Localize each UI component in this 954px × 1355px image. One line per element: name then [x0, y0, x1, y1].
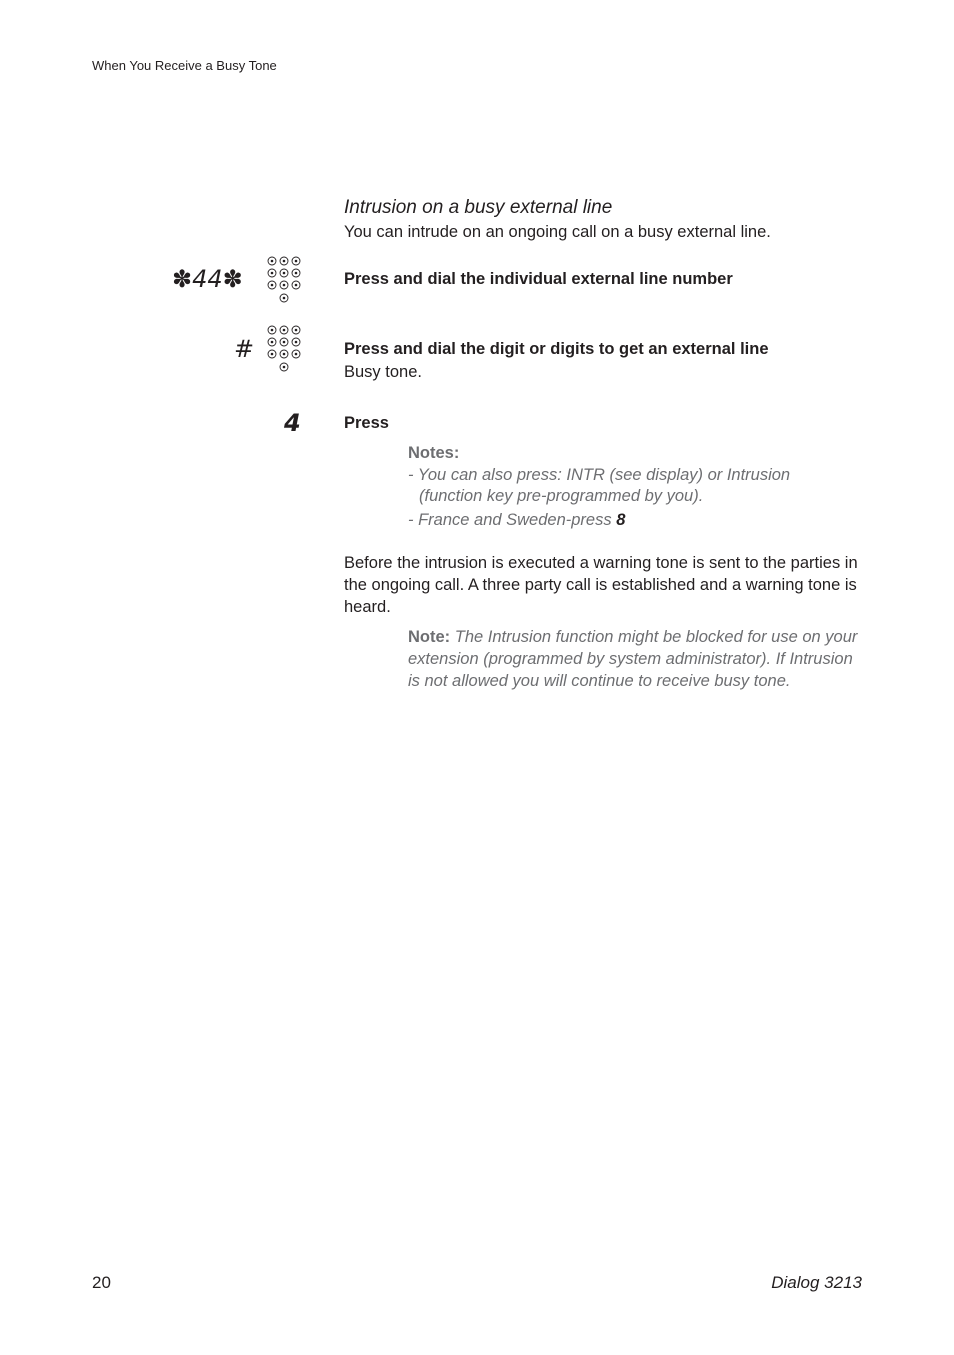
- note-line-1: - You can also press: INTR (see display) or Intrusion: [408, 466, 791, 484]
- section-title: Intrusion on a busy external line: [344, 197, 613, 218]
- product-name: Dialog 3213: [771, 1273, 862, 1292]
- page-number: 20: [92, 1273, 111, 1292]
- step3-instruction: Press: [344, 414, 389, 432]
- star-44-star-keys: ✽44✽: [172, 265, 243, 293]
- keypad-icon: [266, 256, 304, 306]
- notes-heading: Notes:: [408, 444, 460, 462]
- key-4: 4: [284, 409, 301, 437]
- note-label: Note:: [408, 628, 451, 646]
- running-header: When You Receive a Busy Tone: [92, 58, 277, 73]
- note-line-2: [408, 510, 625, 532]
- hash-key: #: [234, 335, 255, 363]
- step1-instruction: Press and dial the individual external line number: [344, 270, 733, 288]
- step2-detail: Busy tone.: [344, 363, 422, 381]
- intrusion-note: [408, 626, 868, 692]
- step2-instruction: Press and dial the digit or digits to get an external line: [344, 340, 769, 358]
- note-text: The Intrusion function might be blocked for use on your extension (programmed by system administrator). If Intrusion is not allowed you will continue to receive busy tone.: [408, 628, 858, 690]
- note-line-1b: (function key pre-programmed by you).: [419, 487, 704, 505]
- key-8: 8: [616, 511, 626, 529]
- keypad-icon: [266, 325, 304, 375]
- body-paragraph: Before the intrusion is executed a warning tone is sent to the parties in the ongoing call. A three party call is established and a warning tone is heard.: [344, 554, 858, 616]
- section-intro: You can intrude on an ongoing call on a busy external line.: [344, 223, 771, 241]
- note-line-2-text: - France and Sweden-press: [408, 511, 617, 529]
